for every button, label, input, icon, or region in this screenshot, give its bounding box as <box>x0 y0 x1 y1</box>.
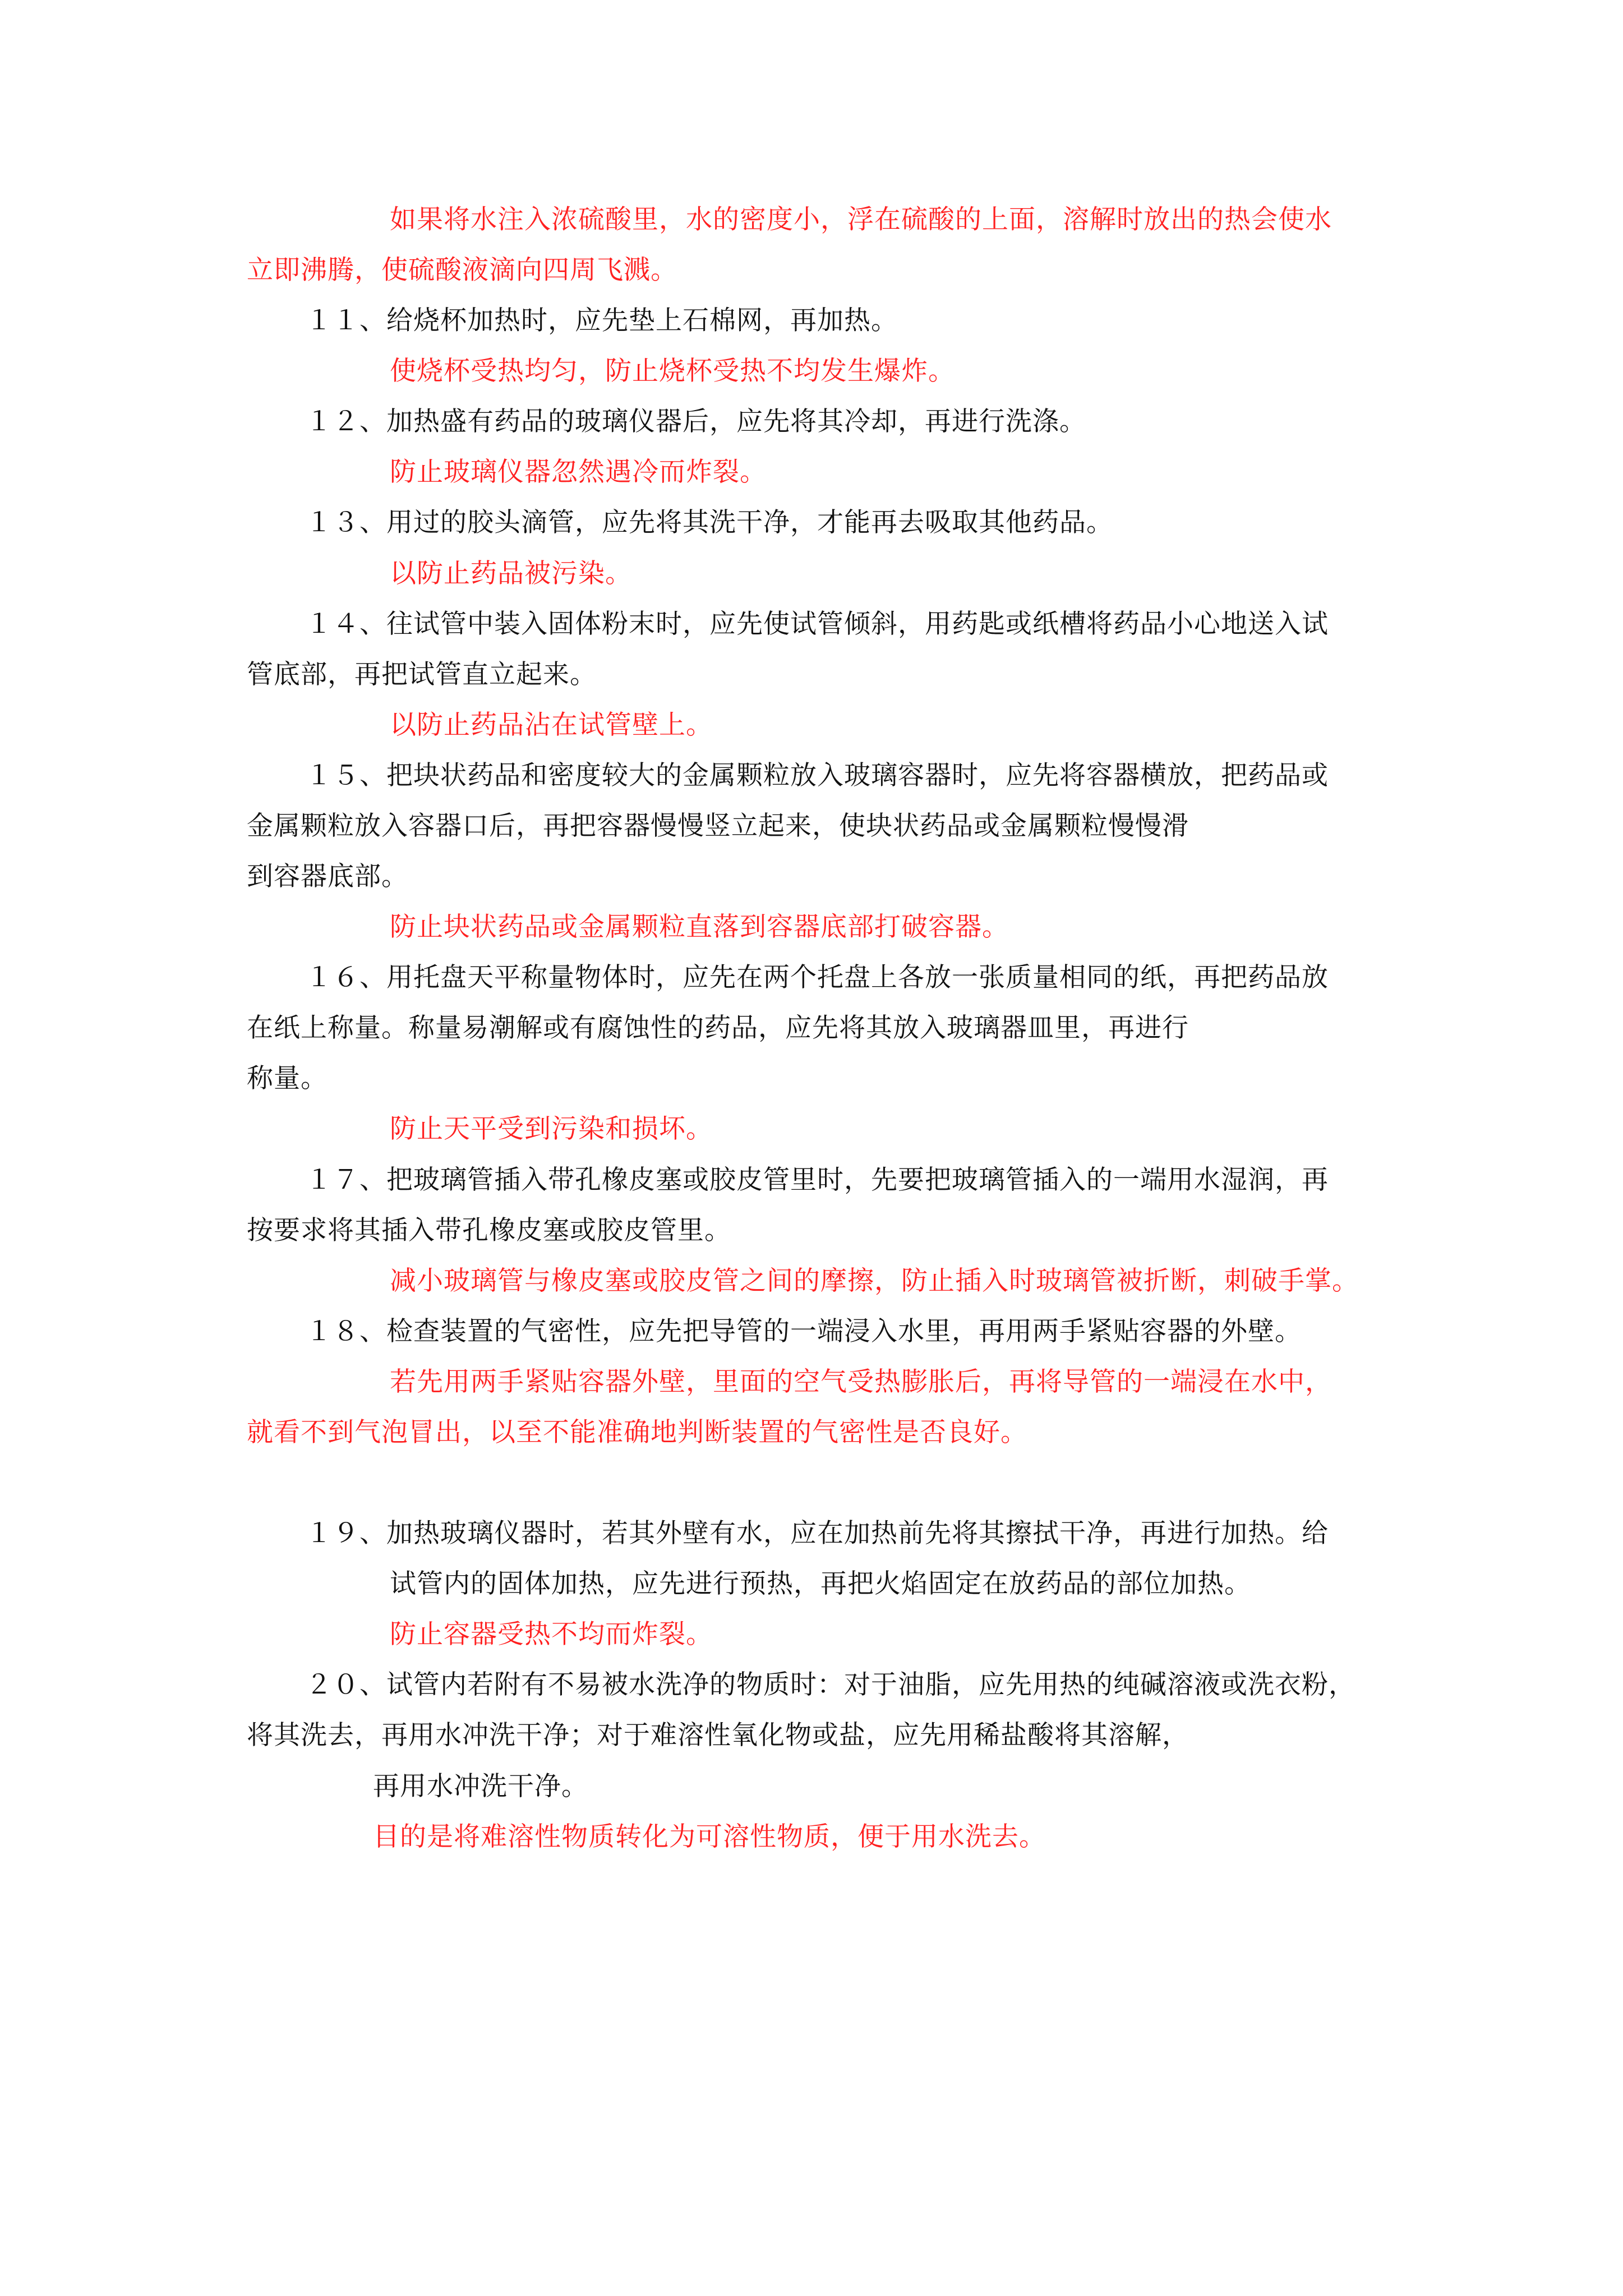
note-line: 防止天平受到污染和损坏。 <box>390 1114 713 1144</box>
item-line: 到容器底部。 <box>247 861 408 892</box>
item-line: ２０、试管内若附有不易被水洗净的物质时：对于油脂，应先用热的纯碱溶液或洗衣粉， <box>306 1669 1355 1700</box>
note-line: 防止玻璃仪器忽然遇冷而炸裂。 <box>390 457 767 487</box>
note-line: 目的是将难溶性物质转化为可溶性物质，便于用水洗去。 <box>373 1821 1046 1852</box>
item-line: 将其洗去，再用水冲洗干净；对于难溶性氧化物或盐，应先用稀盐酸将其溶解， <box>247 1720 1189 1751</box>
item-line: １１、给烧杯加热时，应先垫上石棉网，再加热。 <box>306 305 898 336</box>
item-line: １２、加热盛有药品的玻璃仪器后，应先将其冷却，再进行洗涤。 <box>306 406 1086 437</box>
item-line: 再用水冲洗干净。 <box>373 1771 588 1802</box>
note-line: 防止块状药品或金属颗粒直落到容器底部打破容器。 <box>390 912 1009 942</box>
item-line: １９、加热玻璃仪器时，若其外壁有水，应在加热前先将其擦拭干净，再进行加热。给 <box>306 1518 1329 1549</box>
item-line: 试管内的固体加热，应先进行预热，再把火焰固定在放药品的部位加热。 <box>390 1568 1251 1599</box>
note-line: 以防止药品被污染。 <box>390 558 632 589</box>
note-line: 使烧杯受热均匀，防止烧杯受热不均发生爆炸。 <box>390 356 955 386</box>
note-line: 就看不到气泡冒出，以至不能准确地判断装置的气密性是否良好。 <box>247 1417 1027 1448</box>
item-line: １３、用过的胶头滴管，应先将其洗干净，才能再去吸取其他药品。 <box>306 507 1113 538</box>
note-line: 立即沸腾，使硫酸液滴向四周飞溅。 <box>247 255 677 286</box>
note-line: 如果将水注入浓硫酸里，水的密度小，浮在硫酸的上面，溶解时放出的热会使水 <box>390 204 1332 235</box>
note-line: 防止容器受热不均而炸裂。 <box>390 1619 713 1650</box>
note-line: 减小玻璃管与橡皮塞或胶皮管之间的摩擦，防止插入时玻璃管被折断，刺破手掌。 <box>390 1266 1359 1296</box>
item-line: １７、把玻璃管插入带孔橡皮塞或胶皮管里时，先要把玻璃管插入的一端用水湿润，再 <box>306 1165 1329 1195</box>
item-line: １６、用托盘天平称量物体时，应先在两个托盘上各放一张质量相同的纸，再把药品放 <box>306 962 1329 993</box>
item-line: １８、检查装置的气密性，应先把导管的一端浸入水里，再用两手紧贴容器的外壁。 <box>306 1316 1302 1347</box>
item-line: 称量。 <box>247 1063 328 1094</box>
item-line: 管底部，再把试管直立起来。 <box>247 659 597 690</box>
item-line: 按要求将其插入带孔橡皮塞或胶皮管里。 <box>247 1215 731 1246</box>
item-line: １５、把块状药品和密度较大的金属颗粒放入玻璃容器时，应先将容器横放，把药品或 <box>306 760 1329 791</box>
item-line: １４、往试管中装入固体粉末时，应先使试管倾斜，用药匙或纸槽将药品小心地送入试 <box>306 609 1329 639</box>
item-line: 金属颗粒放入容器口后，再把容器慢慢竖立起来，使块状药品或金属颗粒慢慢滑 <box>247 811 1189 841</box>
note-line: 若先用两手紧贴容器外壁，里面的空气受热膨胀后，再将导管的一端浸在水中， <box>390 1366 1332 1397</box>
note-line: 以防止药品沾在试管壁上。 <box>390 710 713 740</box>
item-line: 在纸上称量。称量易潮解或有腐蚀性的药品，应先将其放入玻璃器皿里，再进行 <box>247 1013 1189 1043</box>
